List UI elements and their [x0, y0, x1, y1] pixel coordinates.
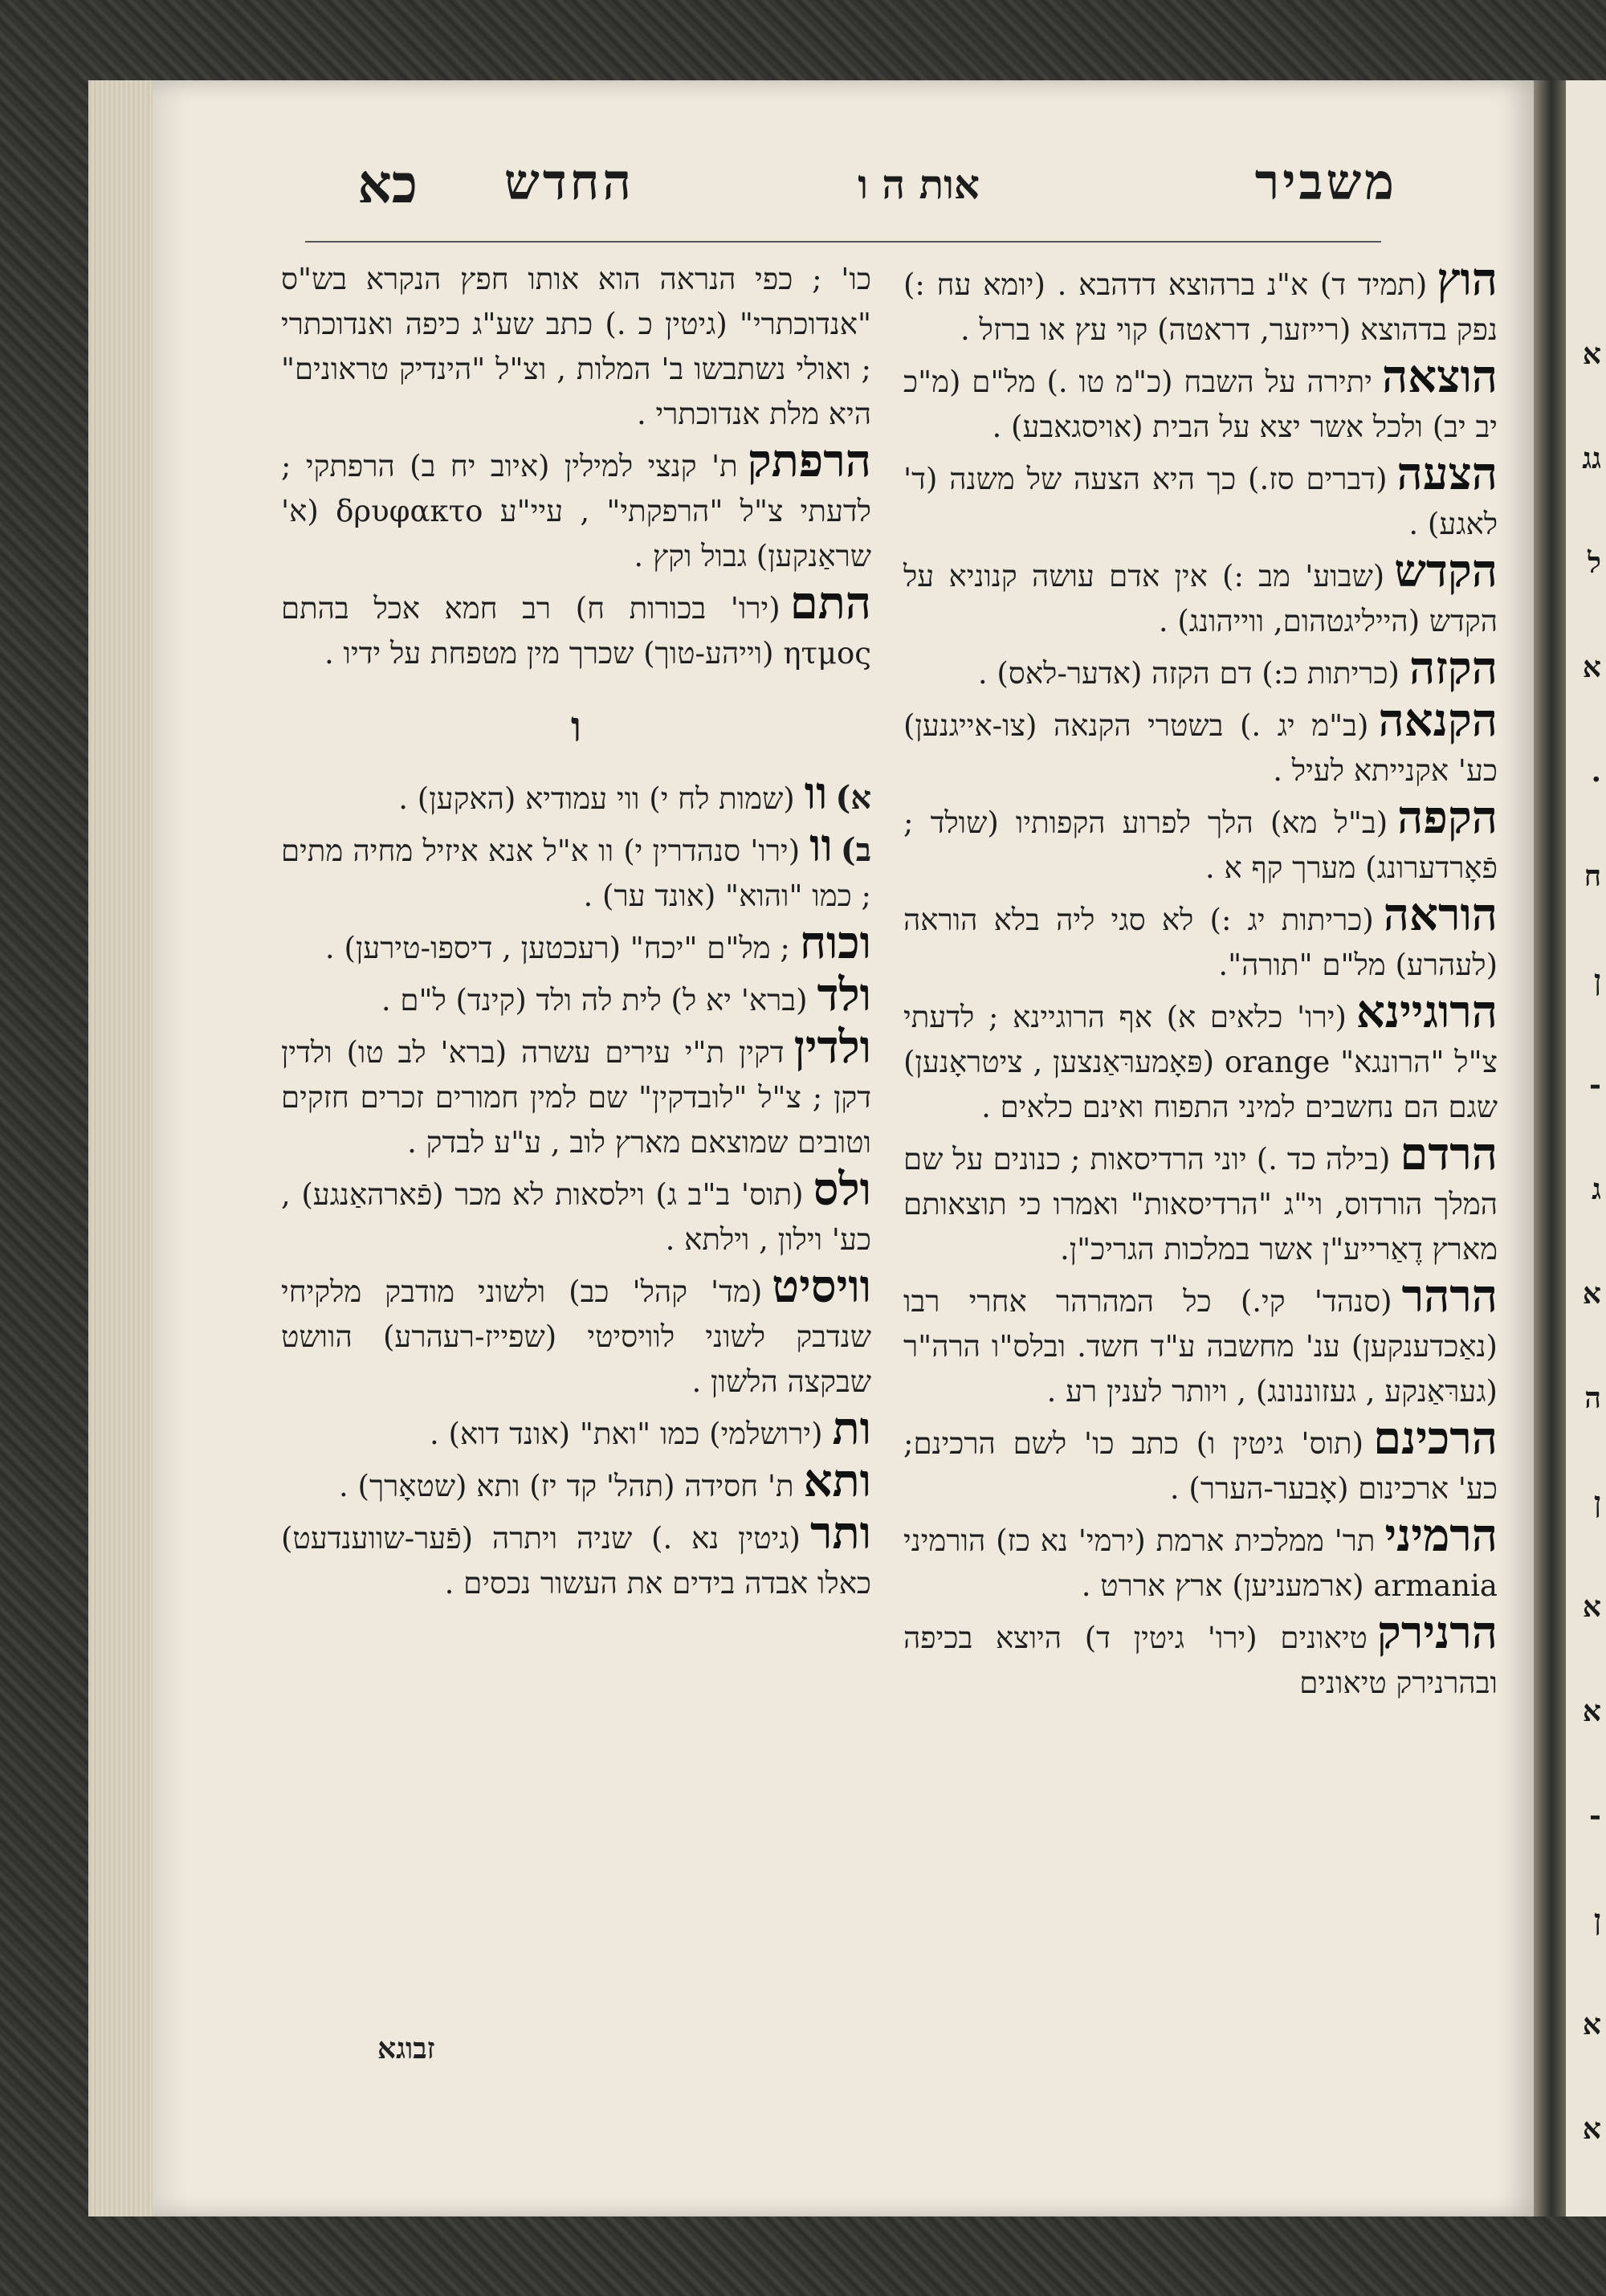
left-column-top: [281, 257, 871, 676]
entry-definition: יתירה על השבח (כ"מ טו .) מל"ם (מ"כ יב יב) ולכל אשר יצא על הבית (אויסגאבע) .: [903, 365, 1498, 444]
dictionary-entry: [903, 1606, 1498, 1706]
dictionary-entry: [281, 969, 871, 1023]
next-page-fragment: א: [1582, 1590, 1601, 1624]
entry-definition: טיאונים (ירו' גיטין ד) היוצא בכיפה ובהרנירק טיאונים: [903, 1621, 1498, 1700]
page-number: כא: [357, 153, 418, 215]
dictionary-entry: [903, 985, 1498, 1130]
next-page-fragment: ן: [1593, 1486, 1601, 1519]
entry-definition: (כריתות יג :) לא סגי ליה בלא הוראה (לעהרע) מל"ם "תורה".: [903, 903, 1498, 982]
entry-headword: הרוגיינא: [1355, 985, 1498, 1038]
entry-headword: וו: [809, 819, 833, 872]
entry-definition: ת' קנצי למילין (איוב יח ב) הרפתקי ; לדעתי צ"ל "הרפקתי" , עיי"ע δρυφακτο (א' שראַנקען) גבול וקץ .: [281, 449, 871, 573]
dictionary-entry: [903, 544, 1498, 644]
entry-definition: (סנהד' קי.) כל המהרהר אחרי רבו (נאַכדענקען) ענ' מחשבה ע"ד חשד. ובלס"ו הרה"ר (גערּאַנקע , געזוננונג) , ויותר לענין רע .: [903, 1284, 1498, 1409]
entry-definition: (תוס' גיטין ו) כתב כו' לשם הרכינם; כע' ארכינום (אָבער-הערר) .: [903, 1426, 1498, 1506]
dictionary-entry: [281, 916, 871, 971]
dictionary-entry: [281, 1021, 871, 1165]
dictionary-entry: [903, 888, 1498, 988]
next-page-fragment: .: [1591, 755, 1601, 789]
entry-definition: (גיטין נא .) שניה ויתרה (פֿער-שווענדעט) כאלו אבדה בידים את העשור נכסים .: [281, 1521, 871, 1601]
dictionary-entry: [903, 642, 1498, 696]
entry-headword: הוץ: [1437, 253, 1498, 306]
page-header: [289, 153, 1397, 225]
right-column: [903, 253, 1498, 1707]
dictionary-entry: [903, 253, 1498, 353]
page-edges: [88, 80, 161, 2216]
entry-definition: (ירו' בכורות ח) רב חמא אכל בהתם ητμος (וייהע-טוך) שכרך מין מטפחת על ידיו .: [281, 591, 871, 671]
next-page-fragment: -: [1589, 1068, 1601, 1102]
next-page-fragment: ל: [1588, 546, 1601, 580]
entry-headword: הצעה: [1396, 447, 1498, 500]
entry-definition: (בילה כד .) יוני הרדיסאות ; כנונים על שם המלך הורדוס, וי"ג "הרדיסאות" ואמרו כי תוצאותם מארץ דֶאַרייע"ן אשר במלכות הגריכ"ן.: [903, 1142, 1498, 1266]
entry-headword: וו: [804, 767, 828, 820]
entry-definition: (דברים סז.) כך היא הצעה של משנה (ד' לאגע) .: [903, 462, 1498, 541]
header-rule: [305, 241, 1381, 243]
next-page-fragment: -: [1589, 1799, 1601, 1833]
entry-definition: ת' חסידה (תהל' קד יז) ותא (שטאָרך) .: [339, 1469, 794, 1503]
dictionary-entry: [281, 577, 871, 676]
next-page-fragment: א: [1582, 337, 1601, 371]
section-letter: ו: [570, 703, 582, 752]
entry-definition: (שבוע' מב :) אין אדם עושה קנוניא על הקדש (הייליגטהום, ווייהונג) .: [903, 559, 1498, 638]
entry-headword: ולדין: [793, 1021, 871, 1074]
left-column-bottom: [281, 767, 871, 1606]
entry-headword: הוראה: [1383, 888, 1498, 941]
next-page-edge: [1566, 80, 1606, 2216]
entry-headword: הרהר: [1401, 1270, 1498, 1323]
next-page-fragment: א: [1582, 650, 1601, 684]
entry-headword: הרפתק: [747, 434, 871, 487]
book-gutter: [1534, 80, 1566, 2216]
next-page-fragment: גג: [1582, 442, 1601, 475]
next-page-fragment: ן: [1593, 964, 1601, 997]
entry-headword: הרמיני: [1384, 1509, 1498, 1562]
entry-headword: ולס: [813, 1163, 871, 1216]
left-column: [281, 257, 871, 1608]
entry-headword: הקזה: [1408, 642, 1498, 695]
dictionary-entry: [281, 257, 871, 437]
dictionary-entry: [281, 1402, 871, 1457]
entry-definition: ; מל"ם "יכח" (רעכטען , דיספו-טירען) .: [324, 931, 790, 965]
next-page-fragment: א: [1582, 1694, 1601, 1728]
entry-definition: (ב"מ יג .) בשטרי הקנאה (צו-אייגנען) כע' אקנייתא לעיל .: [903, 708, 1498, 788]
entry-number: א): [835, 779, 871, 817]
dictionary-entry: [281, 1507, 871, 1606]
entry-definition: (שמות לח י) ווי עמודיא (האקען) .: [398, 781, 795, 816]
entry-headword: וכוח: [799, 916, 871, 969]
next-page-fragment: א: [1582, 2008, 1601, 2041]
entry-definition: דקין ת"י עירים עשרה (ברא' לב טו) ולדין דקן ; צ"ל "לובדקין" שם למין חמורים זכרים חזקים וטובים שמוצאם מארץ לוב , ע"ע לבדק .: [281, 1035, 871, 1160]
dictionary-entry: [281, 1163, 871, 1262]
entry-headword: הקדש: [1394, 544, 1498, 597]
entry-definition: (ב"ל מא) הלך לפרוע הקפותיו (שולד ; פֿאָרדערונג) מערך קף א .: [903, 805, 1498, 885]
dictionary-entry: [903, 1412, 1498, 1511]
entry-definition: תר' ממלכית ארמת (ירמי' נא כז) הורמיני armania (ארמעניען) ארץ אררט .: [903, 1523, 1498, 1603]
running-head-left: החדש: [503, 153, 634, 211]
entry-headword: ותר: [810, 1507, 871, 1560]
entry-definition: (ירושלמי) כמו "ואת" (אונד דוא) .: [430, 1417, 823, 1451]
entry-headword: הרנירק: [1376, 1606, 1498, 1659]
next-page-fragment: א: [1582, 1277, 1601, 1311]
entry-definition: (ירו' כלאים א) אף הרוגיינא ; לדעתי צ"ל "הרונגא" orange (פּאָמערּאַנצען , ציטראָנען) שגם הם נחשבים למיני התפוח ואינם כלאים .: [903, 1000, 1498, 1124]
dictionary-entry: [281, 1260, 871, 1405]
entry-definition: (ירו' סנהדרין י) וו א"ל אנא איזיל מחיה מתים ; כמו "והוא" (אונד ער) .: [281, 834, 871, 913]
entry-headword: הרדם: [1400, 1128, 1498, 1181]
dictionary-entry: [281, 767, 871, 822]
entry-definition: (ברא' יא ל) לית לה ולד (קינד) ל"ם .: [381, 983, 808, 1017]
dictionary-entry: [903, 694, 1498, 793]
entry-headword: ותא: [803, 1454, 871, 1507]
next-page-fragment: ה: [1584, 1381, 1601, 1415]
dictionary-entry: [281, 1454, 871, 1509]
running-head-center: אות ה ו: [858, 161, 980, 208]
entry-definition: כו' ; כפי הנראה הוא אותו חפץ הנקרא בש"ס "אנדוכתרי" (גיטין כ .) כתב שע"ג כיפה ואנדוכתרי ; ואולי נשתבשו ב' המלות , וצ"ל "הינדיק טראונים" היא מלת אנדוכתרי .: [281, 262, 871, 431]
entry-headword: וויסיט: [772, 1260, 871, 1313]
next-page-fragment: א: [1582, 2112, 1601, 2146]
dictionary-entry: [903, 1270, 1498, 1414]
entry-headword: הוצאה: [1381, 350, 1498, 403]
next-page-fragment: ן: [1593, 1903, 1601, 1937]
footer-signature: זבוגא: [377, 2032, 435, 2066]
dictionary-entry: [903, 447, 1498, 547]
dictionary-entry: [903, 791, 1498, 891]
entry-definition: (תוס' ב"ב ג) וילסאות לא מכר (פֿארהאַנגע) , כע' וילון , וילתא .: [281, 1177, 871, 1257]
entry-definition: (תמיד ד) א"נ ברהוצא דדהבא . (יומא עח :) נפק בדהוצא (רייזער, דראטה) קוי עץ או ברזל .: [903, 267, 1498, 347]
next-page-fragment: ח: [1584, 859, 1601, 893]
entry-definition: (כריתות כ:) דם הקזה (אדער-לאס) .: [977, 656, 1400, 691]
entry-headword: הקנאה: [1378, 694, 1498, 747]
dictionary-entry: [903, 1128, 1498, 1272]
dictionary-entry: [281, 819, 871, 919]
entry-headword: ולד: [817, 969, 871, 1022]
dictionary-entry: [903, 1509, 1498, 1609]
dictionary-entry: [903, 350, 1498, 450]
entry-number: ב): [840, 831, 871, 869]
running-head-right: משביר: [1254, 153, 1397, 211]
entry-definition: (מד' קהל' כב) ולשוני מודבק מלקיחי שנדבק לשוני לוויסיטי (שפייז-רעהרע) הוושט שבקצה הלשון .: [281, 1274, 871, 1399]
entry-headword: הקפה: [1397, 791, 1498, 844]
entry-headword: הרכינם: [1373, 1412, 1498, 1465]
entry-headword: ות: [832, 1402, 871, 1455]
entry-headword: התם: [789, 577, 871, 630]
next-page-fragment: ג: [1592, 1172, 1601, 1206]
dictionary-entry: [281, 434, 871, 579]
